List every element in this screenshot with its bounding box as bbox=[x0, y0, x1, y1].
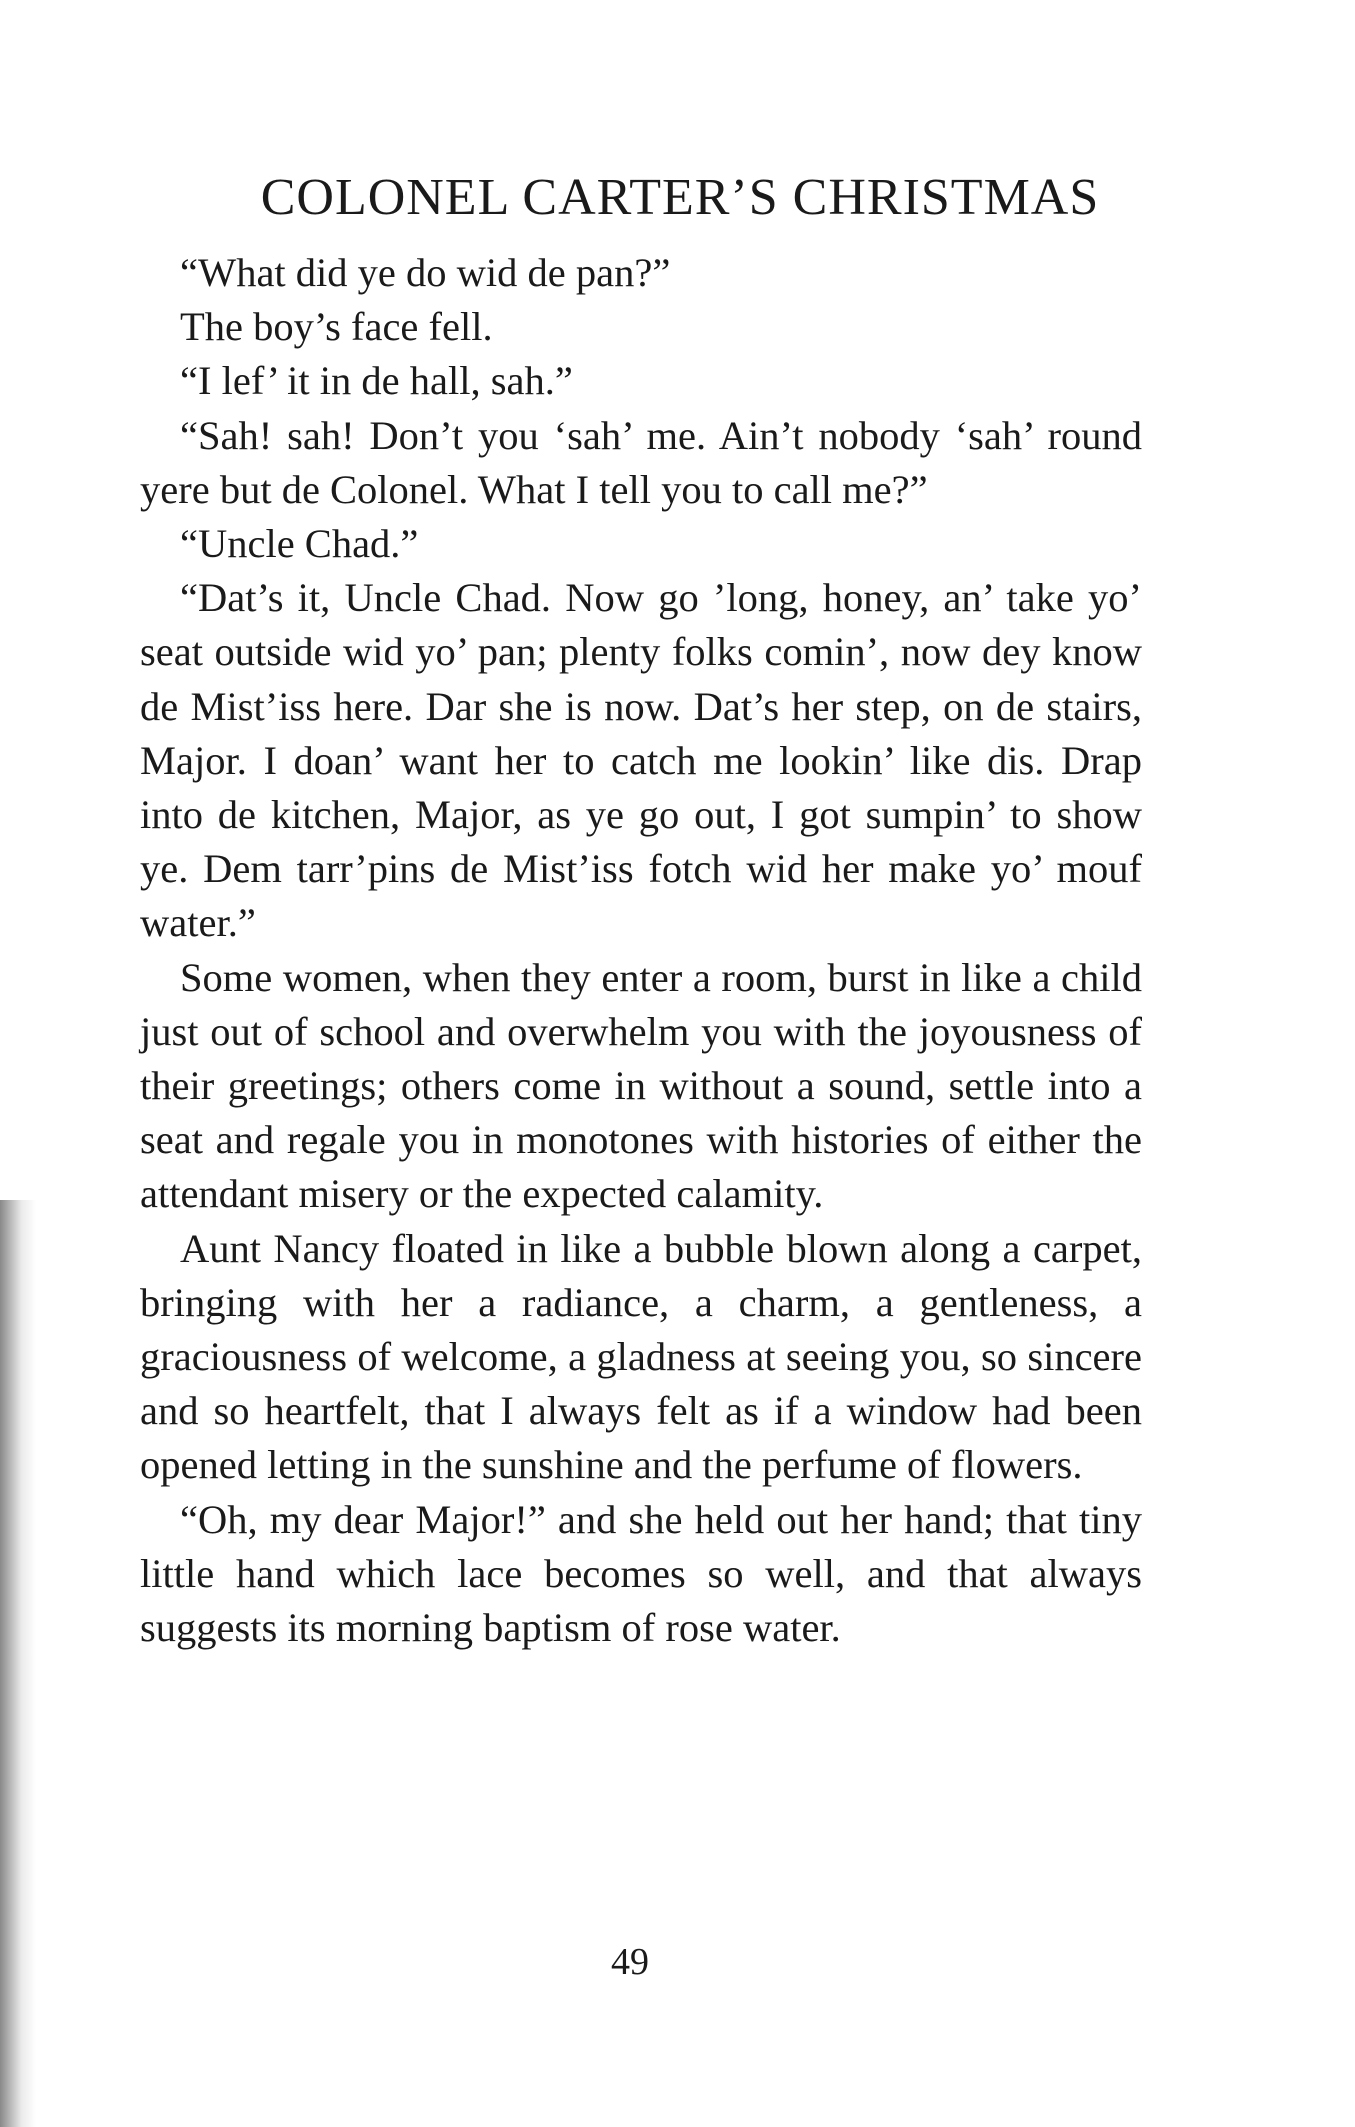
paragraph: “What did ye do wid de pan?” bbox=[180, 250, 671, 295]
running-head: COLONEL CARTER’S CHRISTMAS bbox=[260, 169, 1100, 226]
binding-edge-shadow bbox=[0, 1200, 36, 2127]
body-text bbox=[140, 246, 1142, 1655]
paragraph: “Dat’s it, Uncle Chad. Now go ’long, honey, an’ take yo’ seat outside wid yo’ pan; plenty folks comin’, now dey know de Mist’iss here. Dar she is now. Dat’s her step, on de stairs, Major. I doan’ want her to catch me lookin’ like dis. Drap into de kitchen, Major, as ye go out, I got sumpin’ to show ye. Dem tarr’pins de Mist’iss fotch wid her make yo’ mouf water.” bbox=[140, 575, 1142, 946]
paragraph: “Sah! sah! Don’t you ‘sah’ me. Ain’t nobody ‘sah’ round yere but de Colonel. What I tell you to call me?” bbox=[140, 412, 1142, 512]
paragraph: “Oh, my dear Major!” and she held out her hand; that tiny little hand which lace becomes so well, and that always suggests its morning baptism of rose water. bbox=[140, 1496, 1142, 1651]
page-number: 49 bbox=[611, 1941, 649, 1983]
paragraph: “Uncle Chad.” bbox=[180, 521, 419, 567]
paragraph: “I lef’ it in de hall, sah.” bbox=[180, 358, 573, 404]
paragraph: Some women, when they enter a room, burst in like a child just out of school and overwhelm you with the joyousness of their greetings; others come in without a sound, settle into a seat and regale you in monotones with histories of either the attendant misery or the expected calamity. bbox=[140, 954, 1142, 1217]
paragraph: The boy’s face fell. bbox=[180, 304, 493, 350]
paragraph: Aunt Nancy floated in like a bubble blown along a carpet, bringing with her a radiance, a charm, a gentleness, a graciousness of welcome, a gladness at seeing you, so sincere and so heartfelt, that I always felt as if a window had been opened letting in the sunshine and the perfume of flowers. bbox=[140, 1225, 1142, 1488]
